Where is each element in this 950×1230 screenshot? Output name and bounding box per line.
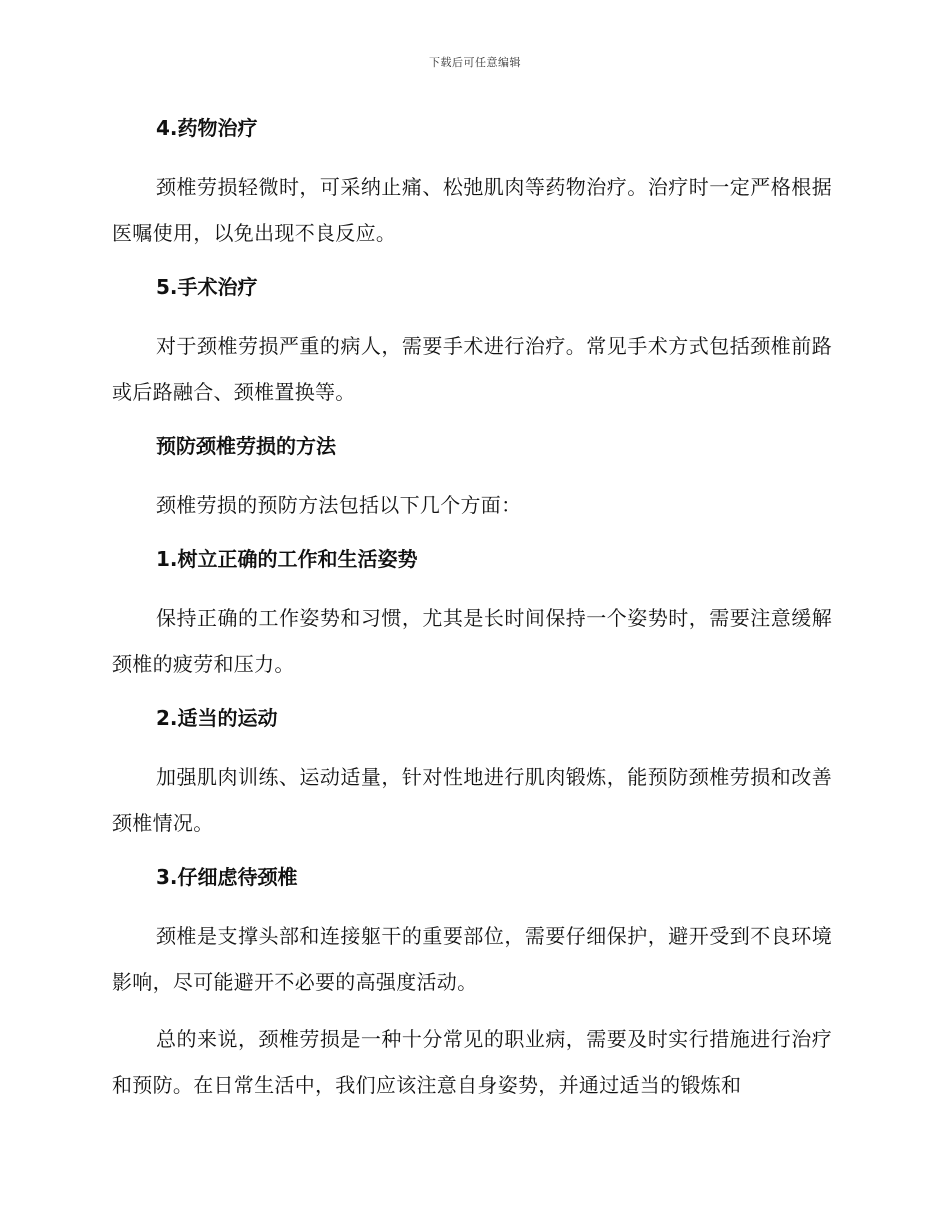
paragraph-surgery: 对于颈椎劳损严重的病人，需要手术进行治疗。常见手术方式包括颈椎前路或后路融合、颈椎置换等。 bbox=[112, 334, 832, 404]
paragraph-posture: 保持正确的工作姿势和习惯，尤其是长时间保持一个姿势时，需要注意缓解颈椎的疲劳和压力。 bbox=[112, 606, 832, 676]
paragraph-summary: 总的来说，颈椎劳损是一种十分常见的职业病，需要及时实行措施进行治疗和预防。在日常生活中，我们应该注意自身姿势，并通过适当的锻炼和 bbox=[112, 1027, 832, 1097]
paragraph-care: 颈椎是支撑头部和连接躯干的重要部位，需要仔细保护，避开受到不良环境影响，尽可能避开不必要的高强度活动。 bbox=[112, 924, 832, 994]
paragraph-exercise: 加强肌肉训练、运动适量，针对性地进行肌肉锻炼，能预防颈椎劳损和改善颈椎情况。 bbox=[112, 765, 832, 835]
section-heading-posture: 1.树立正确的工作和生活姿势 bbox=[156, 547, 418, 571]
section-heading-medication: 4.药物治疗 bbox=[156, 116, 258, 140]
paragraph-medication: 颈椎劳损轻微时，可采纳止痛、松弛肌肉等药物治疗。治疗时一定严格根据医嘱使用，以免出现不良反应。 bbox=[112, 175, 832, 245]
paragraph-prevention-intro: 颈椎劳损的预防方法包括以下几个方面： bbox=[156, 493, 522, 517]
document-body bbox=[112, 108, 832, 1119]
section-heading-exercise: 2.适当的运动 bbox=[156, 706, 278, 730]
section-heading-care: 3.仔细虑待颈椎 bbox=[156, 865, 298, 889]
section-heading-prevention: 预防颈椎劳损的方法 bbox=[156, 434, 336, 458]
page-header-note: 下载后可任意编辑 bbox=[429, 56, 521, 69]
section-heading-surgery: 5.手术治疗 bbox=[156, 275, 258, 299]
